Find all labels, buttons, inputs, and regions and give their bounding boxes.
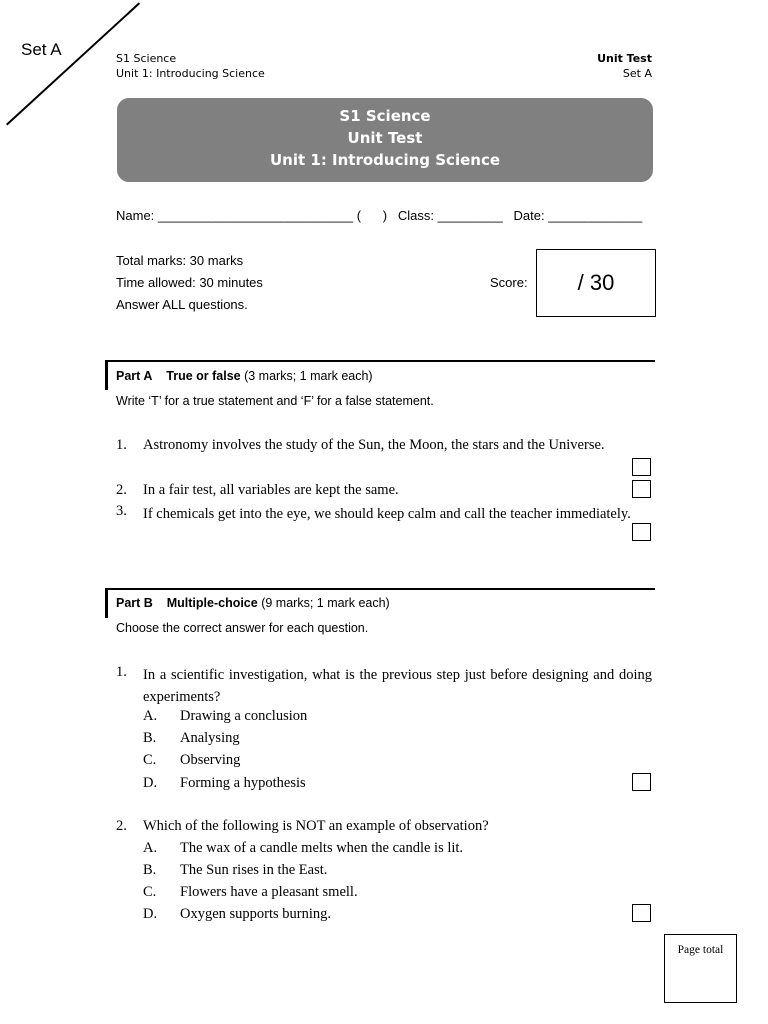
page-total-box[interactable] <box>664 934 737 1003</box>
part-b-name: Multiple-choice <box>166 596 258 610</box>
header-unit: Unit 1: Introducing Science <box>116 67 265 80</box>
part-a-q3-answer-box[interactable] <box>632 523 651 541</box>
part-b-q2-option-b-letter: B. <box>143 862 157 878</box>
part-a-q1-number: 1. <box>116 437 127 453</box>
part-a-q3-text: If chemicals get into the eye, we should keep calm and call the teacher immediately. <box>143 506 631 522</box>
header-set: Set A <box>622 67 652 80</box>
part-a-title <box>116 369 373 383</box>
total-marks: Total marks: 30 marks <box>116 253 244 268</box>
part-a-q2-text: In a fair test, all variables are kept the same. <box>143 482 399 498</box>
part-b-q1-option-c-letter: C. <box>143 752 157 768</box>
header-subject: S1 Science <box>116 52 177 65</box>
part-a-q1-answer-box[interactable] <box>632 458 651 476</box>
part-b-q1-option-d-text: Forming a hypothesis <box>180 775 306 791</box>
part-b-q1-option-b-text: Analysing <box>180 730 240 746</box>
part-b-q2-text: Which of the following is NOT an example of observation? <box>143 818 489 834</box>
header-test-type: Unit Test <box>597 52 652 65</box>
part-b-q2-option-c-letter: C. <box>143 884 157 900</box>
part-b-q2-option-d-text: Oxygen supports burning. <box>180 906 332 922</box>
header-left <box>116 51 265 81</box>
part-a-q3-number: 3. <box>116 503 127 519</box>
banner-unit: Unit 1: Introducing Science <box>269 151 501 169</box>
part-b-label: Part B <box>116 596 153 610</box>
part-b-q1-answer-box[interactable] <box>632 773 651 791</box>
part-a-q2-number: 2. <box>116 482 127 498</box>
time-allowed: Time allowed: 30 minutes <box>116 275 263 290</box>
part-a-q1-text: Astronomy involves the study of the Sun, the Moon, the stars and the Universe. <box>143 437 605 453</box>
student-fields[interactable]: Name: ___________________________ ( ) Class: _________ Date: _____________ <box>116 208 643 223</box>
part-a-q2-answer-box[interactable] <box>632 480 651 498</box>
part-a-label: Part A <box>116 369 153 383</box>
part-b-q1-option-b-letter: B. <box>143 730 157 746</box>
part-b-q2-option-a-letter: A. <box>143 840 158 856</box>
part-b-q2-option-a-text: The wax of a candle melts when the candle is lit. <box>180 840 464 856</box>
part-b-q1-option-a-text: Drawing a conclusion <box>180 708 308 724</box>
part-b-q1-option-d-letter: D. <box>143 775 158 791</box>
header-right <box>597 51 652 81</box>
score-label: Score: <box>490 275 528 290</box>
part-b-instruction: Choose the correct answer for each question. <box>116 621 369 635</box>
page-total-label: Page total <box>677 944 724 956</box>
part-b-q1-option-a-letter: A. <box>143 708 158 724</box>
part-a-instruction: Write ‘T’ for a true statement and ‘F’ for a false statement. <box>116 394 434 408</box>
part-b-q2-number: 2. <box>116 818 127 834</box>
part-b-q1-option-c-text: Observing <box>180 752 241 768</box>
part-b-q2-option-b-text: The Sun rises in the East. <box>180 862 328 878</box>
part-a-marks: (3 marks; 1 mark each) <box>244 369 373 383</box>
part-b-marks: (9 marks; 1 mark each) <box>261 596 390 610</box>
part-b-q2-option-c-text: Flowers have a pleasant smell. <box>180 884 358 900</box>
set-label: Set A <box>21 40 62 59</box>
part-b-q1-number: 1. <box>116 664 127 680</box>
answer-all-instruction: Answer ALL questions. <box>116 297 248 312</box>
score-box[interactable] <box>536 249 656 317</box>
score-total: / 30 <box>577 270 615 295</box>
banner-test: Unit Test <box>347 129 423 147</box>
part-b-title <box>116 596 390 610</box>
part-b-q1-text: In a scientific investigation, what is the previous step just before designing and doing experiments? <box>143 667 652 705</box>
title-banner <box>117 98 653 182</box>
banner-subject: S1 Science <box>339 107 431 125</box>
part-b-q2-answer-box[interactable] <box>632 904 651 922</box>
part-b-q2-option-d-letter: D. <box>143 906 158 922</box>
part-a-name: True or false <box>166 369 241 383</box>
